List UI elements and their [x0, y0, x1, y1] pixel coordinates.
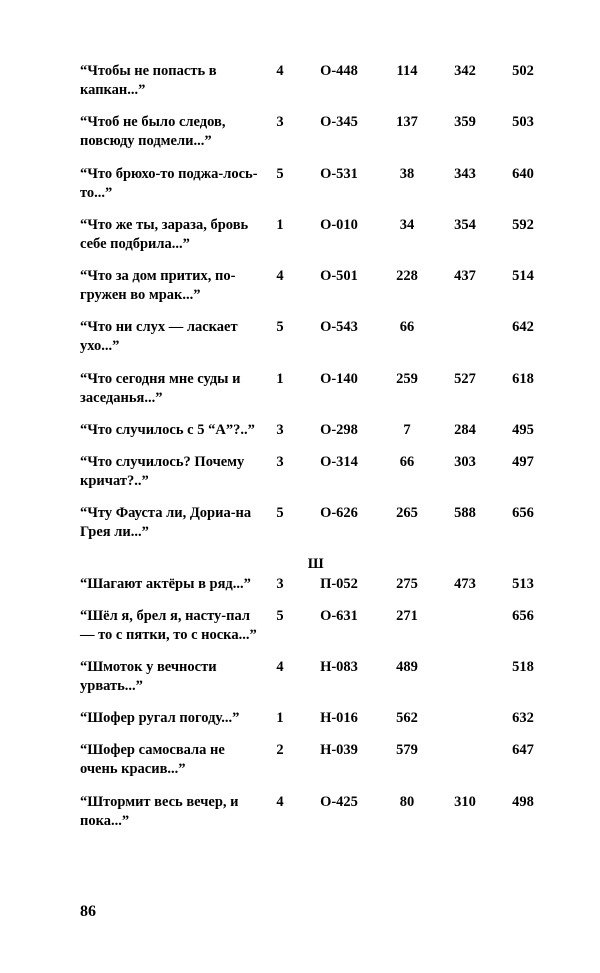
- table-row: [80, 709, 552, 741]
- entry-volume: 5: [276, 165, 284, 182]
- entry-code: Н-039: [320, 742, 358, 759]
- entry-volume: 1: [276, 710, 284, 727]
- entry-title: “Что случилось с 5 “А”?..”: [80, 421, 255, 438]
- entry-code: Н-083: [320, 658, 358, 675]
- entry-code: О-425: [320, 793, 358, 810]
- entry-page-1: 34: [399, 216, 415, 233]
- entry-page-2: [436, 709, 494, 741]
- entry-volume: 5: [276, 319, 284, 336]
- page-number: 86: [80, 903, 96, 920]
- entry-title: “Шофер ругал погоду...”: [80, 710, 240, 727]
- entry-title: “Шмоток у вечности урвать...”: [80, 658, 217, 694]
- entry-page-3: 656: [512, 505, 534, 522]
- entry-page-1: 259: [396, 370, 418, 387]
- table-row: [80, 658, 552, 709]
- entry-page-1: 7: [403, 421, 411, 438]
- entry-page-3: 502: [512, 63, 534, 79]
- entry-page-1: 265: [396, 505, 418, 522]
- table-row: [80, 216, 552, 267]
- entry-page-1: 271: [396, 607, 418, 624]
- entry-volume: 2: [276, 742, 284, 759]
- entry-title: “Что брюхо-то поджа-лось-то...”: [80, 165, 258, 201]
- entry-title: “Штормит весь вечер, и пока...”: [80, 793, 239, 829]
- entry-code: О-010: [320, 216, 358, 233]
- entry-volume: 3: [276, 114, 284, 131]
- entry-page-3: 642: [512, 319, 534, 336]
- entry-page-1: 579: [396, 742, 418, 759]
- entry-page-3: 497: [512, 453, 534, 470]
- entry-title: “Что же ты, зараза, бровь себе подбрила...”: [80, 216, 249, 252]
- entry-code: О-631: [320, 607, 358, 624]
- table-row: [80, 370, 552, 421]
- entry-page-2: 437: [454, 268, 476, 284]
- entry-page-1: 489: [396, 658, 418, 675]
- entry-page-1: 80: [399, 793, 415, 810]
- entry-page-2: [436, 318, 494, 369]
- entry-page-2: 527: [454, 370, 476, 387]
- entry-page-2: 303: [454, 453, 476, 470]
- entry-page-3: 592: [512, 216, 534, 233]
- section-heading-label: Ш: [307, 556, 325, 573]
- entry-code: О-140: [320, 370, 358, 387]
- entry-volume: 4: [276, 658, 284, 675]
- entry-page-2: 588: [454, 505, 476, 522]
- entry-volume: 4: [276, 268, 284, 284]
- entry-page-3: 503: [512, 114, 534, 131]
- entry-page-1: 228: [396, 268, 418, 284]
- entry-volume: 4: [276, 63, 284, 79]
- entry-code: Н-016: [320, 710, 358, 727]
- entry-volume: 1: [276, 370, 284, 387]
- entry-page-1: 66: [399, 319, 415, 336]
- entry-page-1: 137: [396, 114, 418, 131]
- table-row: [80, 607, 552, 658]
- index-table: [80, 62, 552, 844]
- entry-code: О-626: [320, 505, 358, 522]
- entry-page-2: 342: [454, 63, 476, 79]
- section-heading-row: [80, 555, 552, 574]
- entry-page-2: 354: [454, 216, 476, 233]
- entry-volume: 1: [276, 216, 284, 233]
- entry-page-3: 647: [512, 742, 534, 759]
- entry-title: “Шагают актёры в ряд...”: [80, 575, 251, 592]
- table-row: [80, 504, 552, 555]
- entry-title: “Что случилось? Почему кричат?..”: [80, 453, 245, 489]
- entry-code: О-345: [320, 114, 358, 131]
- table-row: [80, 113, 552, 164]
- entry-code: О-448: [320, 63, 358, 79]
- entry-page-1: 114: [396, 63, 418, 79]
- entry-page-3: 514: [512, 268, 534, 284]
- entry-code: О-543: [320, 319, 358, 336]
- entry-page-2: [436, 658, 494, 709]
- entry-page-3: 632: [512, 710, 534, 727]
- table-row: [80, 318, 552, 369]
- entry-volume: 3: [276, 421, 284, 438]
- entry-page-2: 473: [454, 575, 476, 592]
- entry-page-3: 640: [512, 165, 534, 182]
- index-table-body: [80, 62, 552, 844]
- entry-volume: 3: [276, 453, 284, 470]
- entry-title: “Что ни слух — ласкает ухо...”: [80, 319, 238, 355]
- table-row: [80, 741, 552, 792]
- entry-page-2: 343: [454, 165, 476, 182]
- entry-page-1: 562: [396, 710, 418, 727]
- entry-code: О-501: [320, 268, 358, 284]
- table-row: [80, 793, 552, 844]
- table-row: [80, 453, 552, 504]
- entry-page-2: [436, 607, 494, 658]
- entry-volume: 5: [276, 607, 284, 624]
- entry-code: О-298: [320, 421, 358, 438]
- entry-page-2: [436, 741, 494, 792]
- entry-page-3: 495: [512, 421, 534, 438]
- entry-page-2: 284: [454, 421, 476, 438]
- entry-page-3: 656: [512, 607, 534, 624]
- entry-page-3: 518: [512, 658, 534, 675]
- entry-code: О-314: [320, 453, 358, 470]
- entry-page-3: 618: [512, 370, 534, 387]
- table-row: [80, 575, 552, 607]
- entry-title: “Что за дом притих, по-гружен во мрак...”: [80, 268, 236, 304]
- entry-code: О-531: [320, 165, 358, 182]
- entry-title: “Чтобы не попасть в капкан...”: [80, 63, 217, 99]
- entry-title: “Чту Фауста ли, Дориа-на Грея ли...”: [80, 505, 252, 541]
- entry-title: “Шёл я, брел я, насту-пал — то с пятки, то с носка...”: [80, 607, 257, 643]
- entry-volume: 4: [276, 793, 284, 810]
- entry-volume: 5: [276, 505, 284, 522]
- entry-page-1: 275: [396, 575, 418, 592]
- entry-title: “Чтоб не было следов, повсюду подмели...”: [80, 114, 226, 150]
- table-row: [80, 421, 552, 453]
- entry-page-2: 310: [454, 793, 476, 810]
- entry-page-2: 359: [454, 114, 476, 131]
- entry-page-3: 513: [512, 575, 534, 592]
- entry-volume: 3: [276, 575, 284, 592]
- table-row: [80, 62, 552, 113]
- table-row: [80, 267, 552, 318]
- entry-title: “Шофер самосвала не очень красив...”: [80, 742, 225, 778]
- entry-page-1: 38: [399, 165, 415, 182]
- entry-page-3: 498: [512, 793, 534, 810]
- table-row: [80, 165, 552, 216]
- entry-title: “Что сегодня мне суды и заседанья...”: [80, 370, 241, 406]
- entry-page-1: 66: [399, 453, 415, 470]
- entry-code: П-052: [320, 575, 358, 592]
